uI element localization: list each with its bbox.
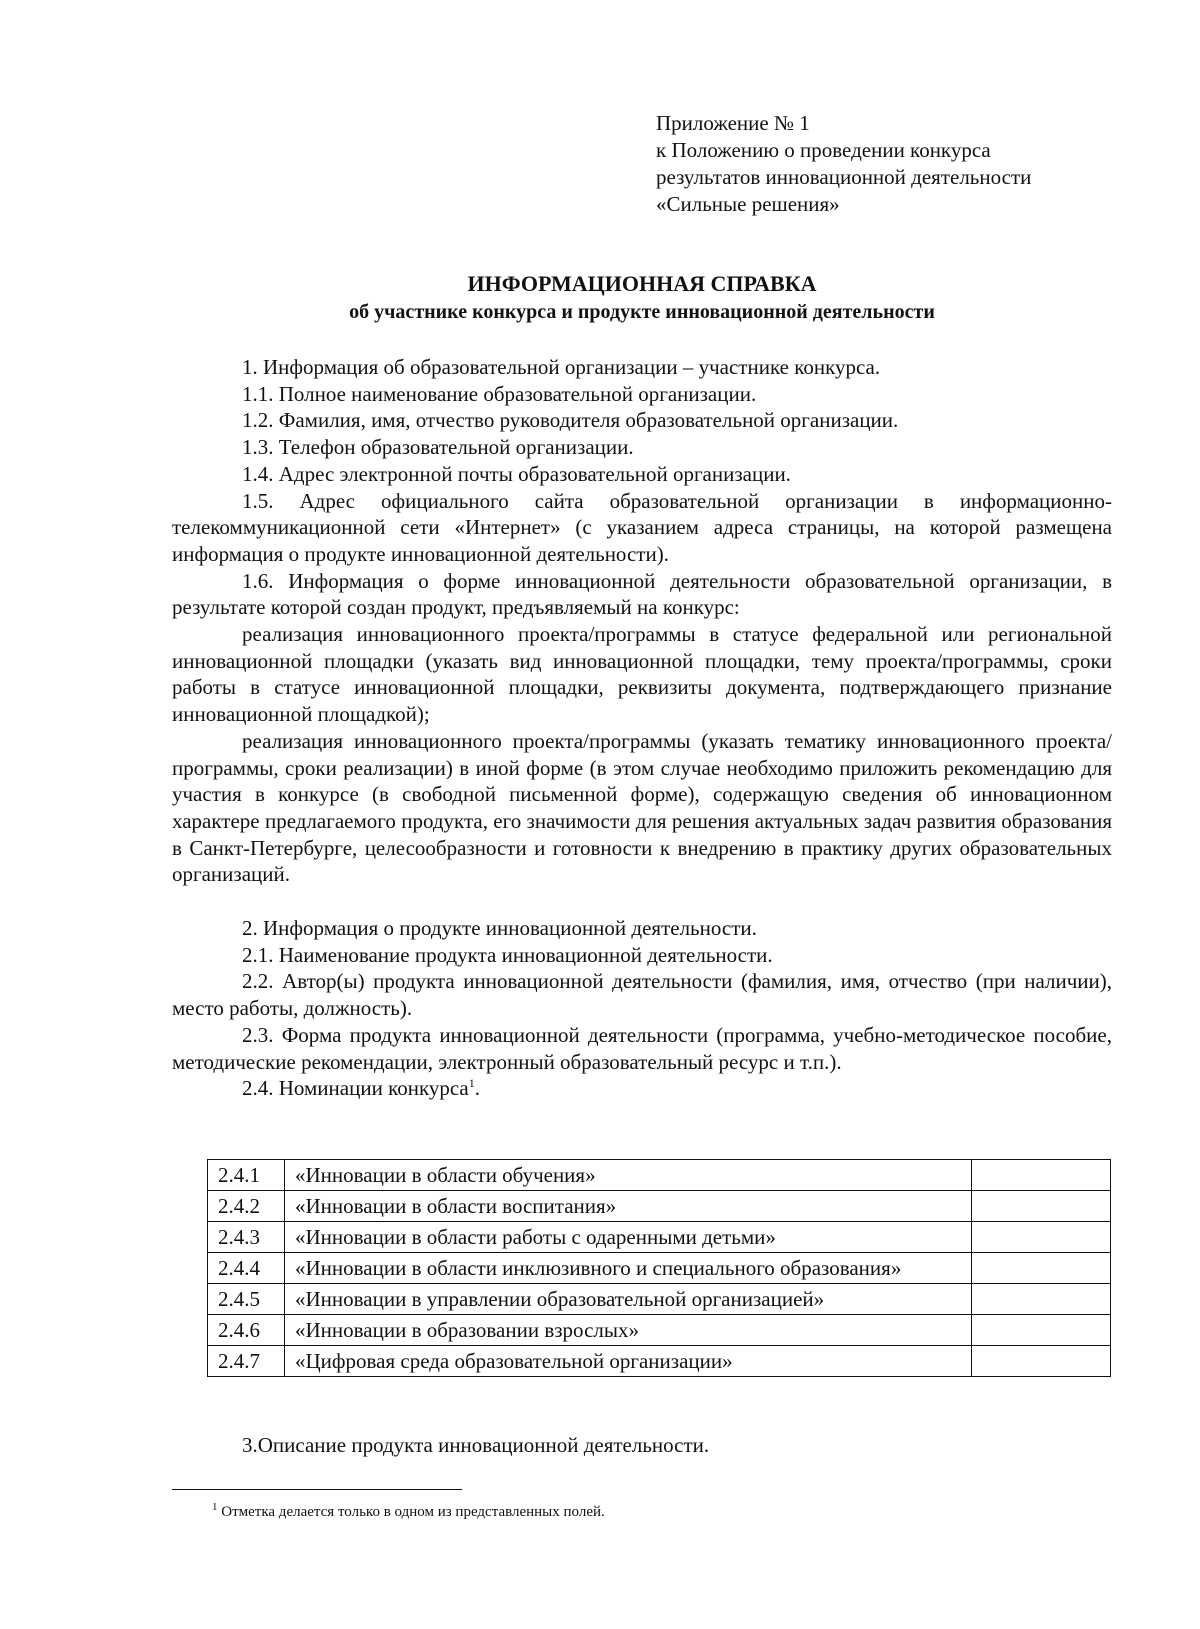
nomination-mark-cell[interactable] xyxy=(972,1253,1111,1284)
paragraph-2-2: 2.2. Автор(ы) продукта инновационной деятельности (фамилия, имя, отчество (при наличии), место работы, должность). xyxy=(172,969,1112,1021)
paragraph-1-6-a: реализация инновационного проекта/программы в статусе федеральной или региональной инновационной площадки (указать вид инновационной площадки, тему проекта/программы, сроки работы в статусе инновационной площадки, реквизиты документа, подтверждающего признание инновационной площадкой); xyxy=(172,622,1112,727)
appendix-ref: к Положению о проведении конкурса xyxy=(656,138,991,162)
appendix-number: Приложение № 1 xyxy=(656,111,810,135)
nominations-heading-end: . xyxy=(474,1076,480,1101)
footnote xyxy=(212,1502,605,1522)
table-row xyxy=(208,1222,1111,1253)
paragraph-1-3: 1.3. Телефон образовательной организации. xyxy=(242,435,634,460)
paragraph-1-6-b: реализация инновационного проекта/программы (указать тематику инновационного проекта/программы, сроки реализации) в иной форме (в этом случае необходимо приложить рекомендацию для участия в конкурсе (в свободной письменной форме), содержащую сведения об инновационном характере предлагаемого продукта, его значимости для решения актуальных задач развития образования в Санкт-Петербурге, целесообразности и готовности к внедрению в практику других образовательных организаций. xyxy=(172,728,1112,887)
title-main: ИНФОРМАЦИОННАЯ СПРАВКА xyxy=(467,271,817,296)
footnote-text: Отметка делается только в одном из представленных полей. xyxy=(217,1504,605,1520)
paragraph-2-4 xyxy=(172,1075,1112,1102)
nomination-name: «Инновации в управлении образовательной организацией» xyxy=(285,1284,972,1315)
nomination-name: «Цифровая среда образовательной организации» xyxy=(285,1346,972,1377)
table-row xyxy=(208,1160,1111,1191)
paragraph-2-1: 2.1. Наименование продукта инновационной деятельности. xyxy=(242,942,773,967)
nomination-name: «Инновации в области работы с одаренными детьми» xyxy=(285,1222,972,1253)
nomination-number: 2.4.1 xyxy=(208,1160,285,1191)
nomination-number: 2.4.3 xyxy=(208,1222,285,1253)
nomination-number: 2.4.5 xyxy=(208,1284,285,1315)
footnote-mark: 1 xyxy=(212,1501,218,1513)
nomination-mark-cell[interactable] xyxy=(972,1315,1111,1346)
nomination-name: «Инновации в образовании взрослых» xyxy=(285,1315,972,1346)
nomination-number: 2.4.7 xyxy=(208,1346,285,1377)
footnote-divider xyxy=(172,1489,462,1490)
paragraph-2-3: 2.3. Форма продукта инновационной деятельности (программа, учебно-методическое пособие, методические рекомендации, электронный образовательный ресурс и т.п.). xyxy=(172,1022,1112,1074)
paragraph-2: 2. Информация о продукте инновационной деятельности. xyxy=(242,916,757,941)
paragraph-1: 1. Информация об образовательной организации – участнике конкурса. xyxy=(242,355,881,379)
table-row xyxy=(208,1191,1111,1222)
nomination-mark-cell[interactable] xyxy=(972,1222,1111,1253)
nominations-heading: 2.4. Номинации конкурса xyxy=(242,1076,469,1101)
nomination-name: «Инновации в области обучения» xyxy=(285,1160,972,1191)
nomination-number: 2.4.2 xyxy=(208,1191,285,1222)
paragraph-1-1: 1.1. Полное наименование образовательной организации. xyxy=(242,381,757,406)
paragraph-3: 3.Описание продукта инновационной деятельности. xyxy=(242,1433,710,1457)
nomination-mark-cell[interactable] xyxy=(972,1191,1111,1222)
table-row xyxy=(208,1253,1111,1284)
table-row xyxy=(208,1315,1111,1346)
contest-name: «Сильные решения» xyxy=(656,192,840,216)
section-gap xyxy=(172,888,1112,915)
document-body xyxy=(172,354,1112,1102)
title-subtitle: об участнике конкурса и продукте инновационной деятельности xyxy=(349,301,935,323)
document-title xyxy=(172,270,1112,326)
paragraph-1-2: 1.2. Фамилия, имя, отчество руководителя образовательной организации. xyxy=(242,408,899,433)
nomination-mark-cell[interactable] xyxy=(972,1160,1111,1191)
paragraph-1-5: 1.5. Адрес официального сайта образовательной организации в информационно-телекоммуникационной сети «Интернет» (с указанием адреса страницы, на которой размещена информация о продукте инновационной деятельности). xyxy=(172,488,1112,566)
paragraph-1-6: 1.6. Информация о форме инновационной деятельности образовательной организации, в результате которой создан продукт, предъявляемый на конкурс: xyxy=(172,568,1112,620)
nomination-name: «Инновации в области инклюзивного и специального образования» xyxy=(285,1253,972,1284)
nomination-number: 2.4.4 xyxy=(208,1253,285,1284)
footnote-ref: 1 xyxy=(468,1076,475,1091)
table-row xyxy=(208,1284,1111,1315)
nomination-number: 2.4.6 xyxy=(208,1315,285,1346)
nomination-name: «Инновации в области воспитания» xyxy=(285,1191,972,1222)
nomination-mark-cell[interactable] xyxy=(972,1284,1111,1315)
appendix-ref-cont: результатов инновационной деятельности xyxy=(656,165,1032,189)
paragraph-1-4: 1.4. Адрес электронной почты образовательной организации. xyxy=(242,461,791,486)
appendix-header xyxy=(656,110,1031,218)
table-row xyxy=(208,1346,1111,1377)
nomination-mark-cell[interactable] xyxy=(972,1346,1111,1377)
nominations-table xyxy=(207,1159,1111,1377)
